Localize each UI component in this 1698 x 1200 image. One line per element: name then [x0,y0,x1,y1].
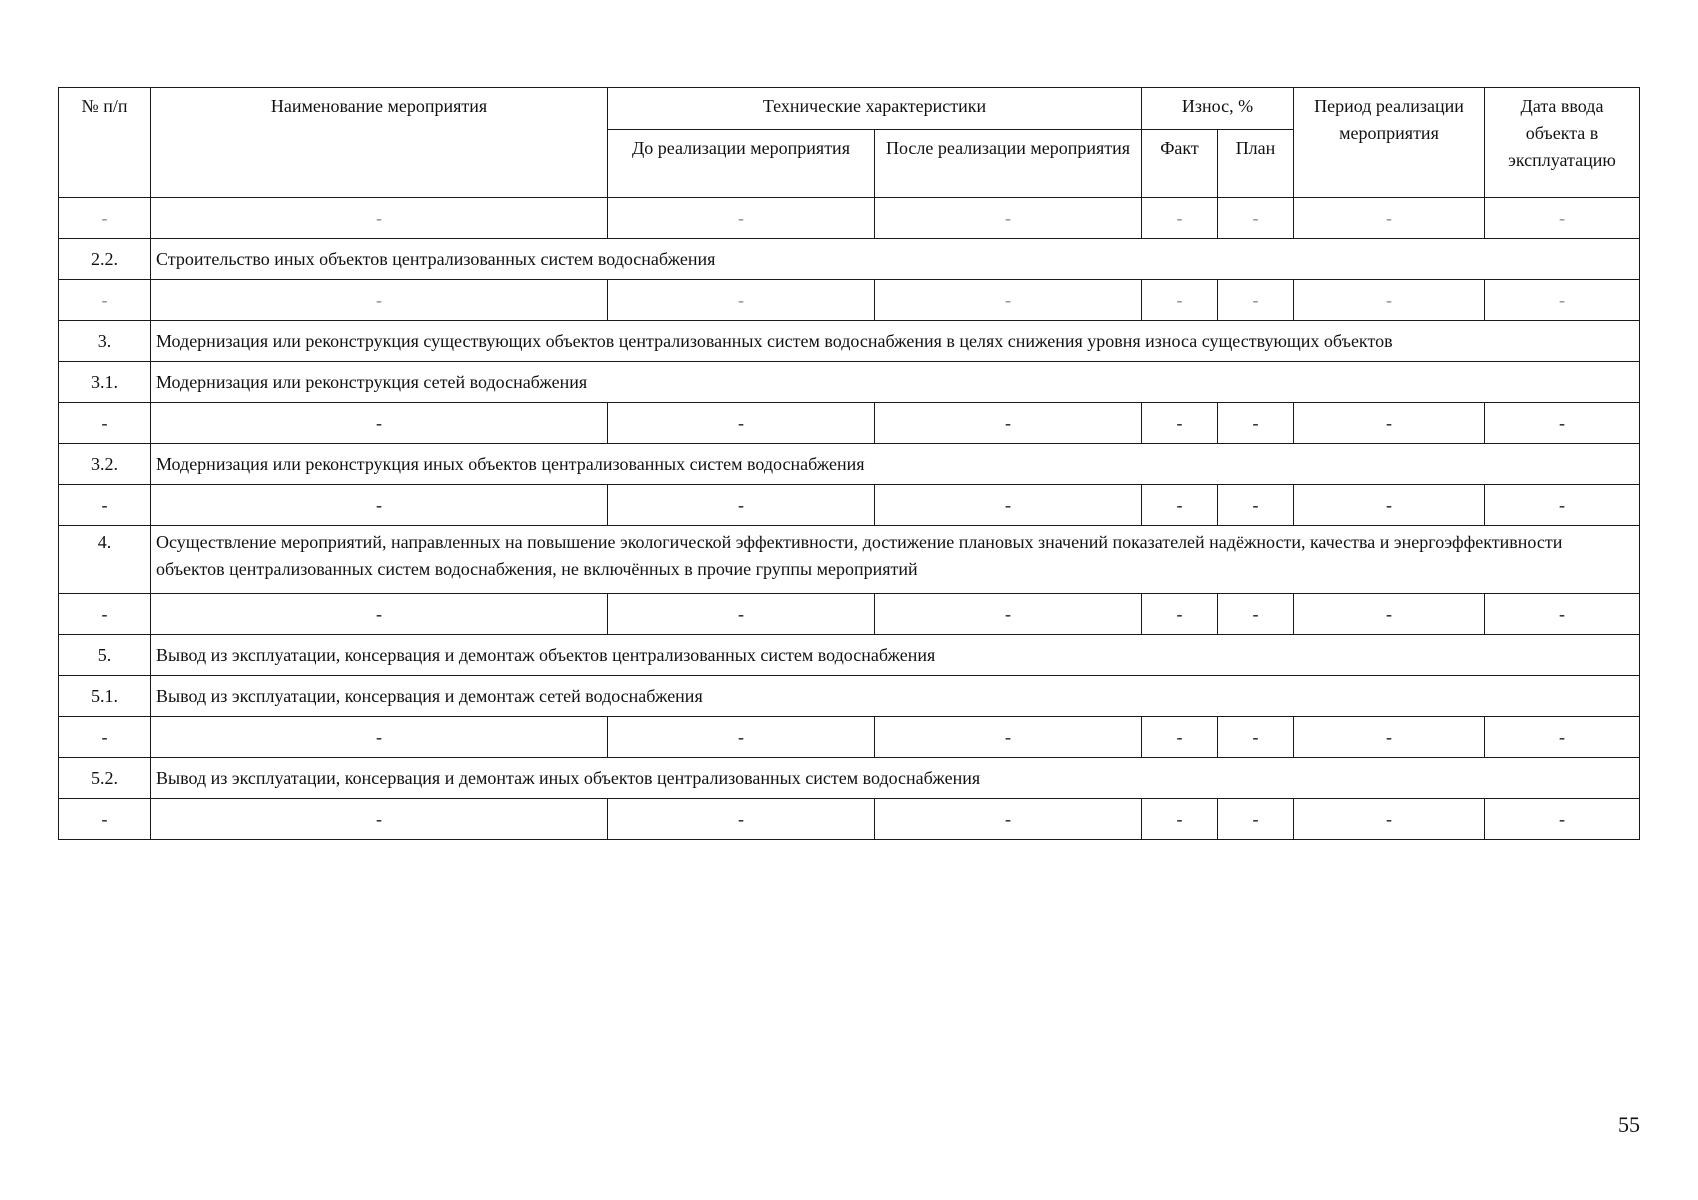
dash-cell: - [1218,594,1294,635]
section-row-5-2 [59,758,1640,799]
table-row-empty [59,280,1640,321]
dash-cell: - [151,403,608,444]
dash-cell: - [875,717,1142,758]
dash-cell: - [1294,280,1485,321]
section-number: 5. [59,635,151,676]
section-number: 3.1. [59,362,151,403]
section-number: 3.2. [59,444,151,485]
section-number: 5.1. [59,676,151,717]
section-row-3-2 [59,444,1640,485]
header-num: № п/п [59,88,151,198]
dash-cell: - [608,485,875,526]
table-row-empty [59,403,1640,444]
header-wear-fact: Факт [1142,130,1218,198]
dash-cell: - [1218,280,1294,321]
section-row-5 [59,635,1640,676]
header-wear: Износ, % [1142,88,1294,130]
section-title: Модернизация или реконструкция существующих объектов централизованных систем водоснабжения в целях снижения уровня износа существующих объектов [151,321,1640,362]
dash-cell: - [151,198,608,239]
header-tech: Технические характеристики [608,88,1142,130]
dash-cell: - [1294,485,1485,526]
dash-cell: - [608,280,875,321]
section-row-3-1 [59,362,1640,403]
dash-cell: - [608,198,875,239]
header-wear-plan: План [1218,130,1294,198]
section-title: Осуществление мероприятий, направленных на повышение экологической эффективности, достижение плановых значений показателей надёжности, качества и энергоэффективности объектов централизованных систем водоснабжения, не включённых в прочие группы мероприятий [151,526,1640,594]
dash-cell: - [151,717,608,758]
dash-cell: - [1485,717,1640,758]
dash-cell: - [1218,799,1294,840]
section-title: Вывод из эксплуатации, консервация и демонтаж иных объектов централизованных систем водоснабжения [151,758,1640,799]
page-number: 55 [1618,1112,1640,1137]
dash-cell: - [1294,403,1485,444]
dash-cell: - [1218,198,1294,239]
dash-cell: - [151,485,608,526]
header-row-1 [59,88,1640,130]
dash-cell: - [59,799,151,840]
dash-cell: - [1142,799,1218,840]
section-title: Вывод из эксплуатации, консервация и демонтаж сетей водоснабжения [151,676,1640,717]
dash-cell: - [1294,594,1485,635]
dash-cell: - [875,198,1142,239]
dash-cell: - [1485,280,1640,321]
dash-cell: - [875,799,1142,840]
table-row-empty [59,717,1640,758]
header-tech-before: До реализации мероприятия [608,130,875,198]
dash-cell: - [151,799,608,840]
dash-cell: - [1485,198,1640,239]
section-number: 4. [59,526,151,594]
dash-cell: - [59,403,151,444]
dash-cell: - [608,594,875,635]
section-row-3 [59,321,1640,362]
dash-cell: - [59,717,151,758]
dash-cell: - [1142,280,1218,321]
header-tech-after: После реализации мероприятия [875,130,1142,198]
dash-cell: - [1294,198,1485,239]
dash-cell: - [608,403,875,444]
dash-cell: - [59,485,151,526]
dash-cell: - [1485,485,1640,526]
table-row-empty [59,198,1640,239]
measures-table [58,87,1640,840]
dash-cell: - [151,594,608,635]
dash-cell: - [875,403,1142,444]
dash-cell: - [1142,198,1218,239]
dash-cell: - [59,198,151,239]
dash-cell: - [151,280,608,321]
dash-cell: - [1218,717,1294,758]
dash-cell: - [1294,717,1485,758]
section-title: Модернизация или реконструкция иных объектов централизованных систем водоснабжения [151,444,1640,485]
section-number: 3. [59,321,151,362]
section-row-2-2 [59,239,1640,280]
dash-cell: - [875,594,1142,635]
table-row-empty [59,485,1640,526]
dash-cell: - [608,717,875,758]
table-row-empty [59,799,1640,840]
dash-cell: - [875,280,1142,321]
dash-cell: - [1485,799,1640,840]
dash-cell: - [59,280,151,321]
section-title: Модернизация или реконструкция сетей водоснабжения [151,362,1640,403]
dash-cell: - [1142,594,1218,635]
section-title: Строительство иных объектов централизованных систем водоснабжения [151,239,1640,280]
section-row-5-1 [59,676,1640,717]
dash-cell: - [1294,799,1485,840]
dash-cell: - [1485,403,1640,444]
table-row-empty [59,594,1640,635]
section-row-4 [59,526,1640,594]
dash-cell: - [59,594,151,635]
dash-cell: - [1218,403,1294,444]
dash-cell: - [1142,485,1218,526]
header-period: Период реализации мероприятия [1294,88,1485,198]
dash-cell: - [1485,594,1640,635]
dash-cell: - [875,485,1142,526]
section-number: 2.2. [59,239,151,280]
section-number: 5.2. [59,758,151,799]
header-date: Дата ввода объекта в эксплуатацию [1485,88,1640,198]
section-title: Вывод из эксплуатации, консервация и демонтаж объектов централизованных систем водоснабжения [151,635,1640,676]
dash-cell: - [1218,485,1294,526]
dash-cell: - [1142,717,1218,758]
dash-cell: - [1142,403,1218,444]
dash-cell: - [608,799,875,840]
header-name: Наименование мероприятия [151,88,608,198]
